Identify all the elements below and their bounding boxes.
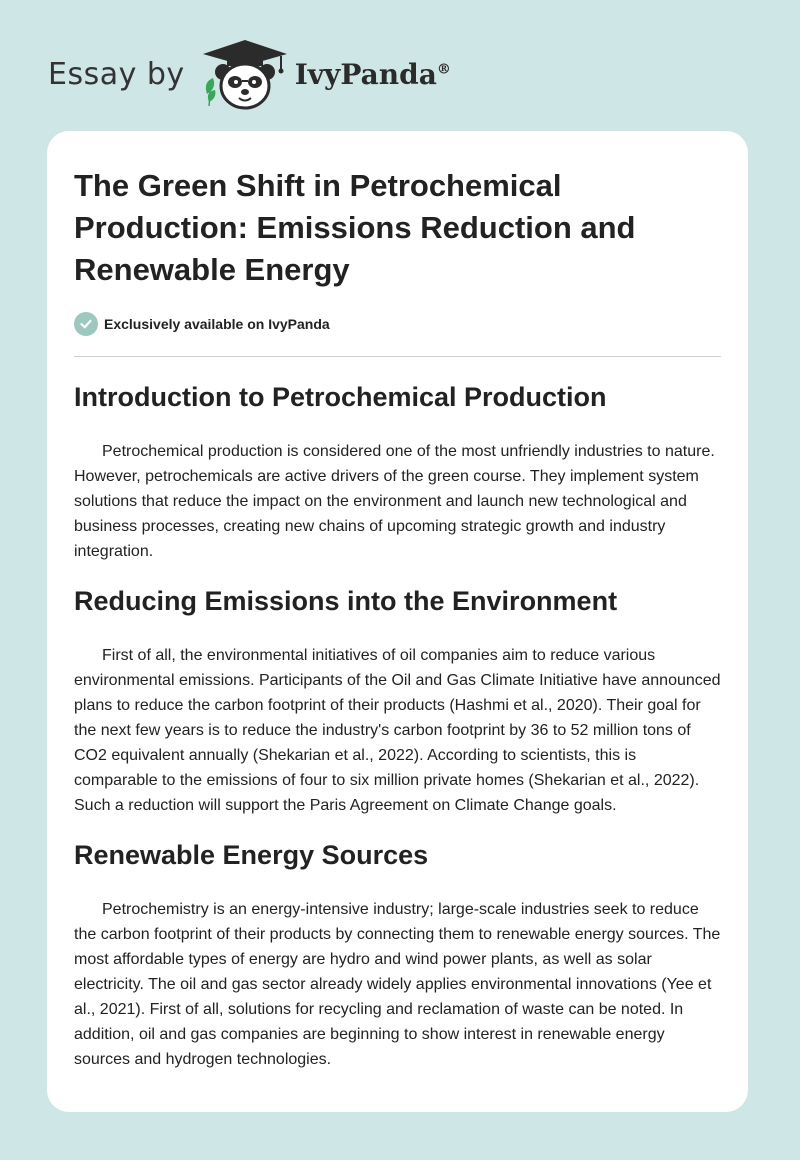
title-divider xyxy=(74,356,721,357)
section-reducing-emissions xyxy=(74,584,721,818)
panda-logo-icon[interactable] xyxy=(199,36,291,112)
check-icon xyxy=(74,312,98,336)
section-paragraph: First of all, the environmental initiatives of oil companies aim to reduce various environmental emissions. Participants of the Oil and Gas Climate Initiative have announced plans to reduce the carbon footprint of their products (Hashmi et al., 2020). Their goal for the next few years is to reduce the industry's carbon footprint by 36 to 52 million tons of CO2 equivalent annually (Shekarian et al., 2022). According to scientists, this is comparable to the emissions of four to six million private homes (Shekarian et al., 2022). Such a reduction will support the Paris Agreement on Climate Change goals. xyxy=(74,647,721,814)
site-header xyxy=(48,36,451,112)
section-heading: Introduction to Petrochemical Production xyxy=(74,382,607,412)
article-card xyxy=(47,131,748,1112)
brand-name[interactable]: IvyPanda® xyxy=(294,57,451,91)
section-introduction xyxy=(74,380,721,564)
registered-mark: ® xyxy=(436,61,451,78)
section-renewable-energy xyxy=(74,838,721,1072)
essay-by-label: Essay by xyxy=(48,56,185,92)
section-paragraph: Petrochemistry is an energy-intensive industry; large-scale industries seek to reduce the carbon footprint of their products by connecting them to renewable energy sources. The most affordable types of energy are hydro and wind power plants, as well as solar electricity. The oil and gas sector already widely applies environmental innovations (Yee et al., 2021). First of all, solutions for recycling and reclamation of waste can be noted. In addition, oil and gas companies are beginning to show interest in renewable energy sources and hydrogen technologies. xyxy=(74,901,721,1068)
section-paragraph: Petrochemical production is considered one of the most unfriendly industries to nature. However, petrochemicals are active drivers of the green course. They implement system solutions that reduce the impact on the environment and launch new technological and business processes, creating new chains of upcoming strategic growth and industry integration. xyxy=(74,443,715,560)
badge-label: Exclusively available on IvyPanda xyxy=(104,316,330,332)
exclusive-badge xyxy=(74,311,721,337)
section-heading: Reducing Emissions into the Environment xyxy=(74,586,618,616)
article-title: The Green Shift in Petrochemical Production: Emissions Reduction and Renewable Energy xyxy=(74,168,636,287)
section-heading: Renewable Energy Sources xyxy=(74,840,429,870)
